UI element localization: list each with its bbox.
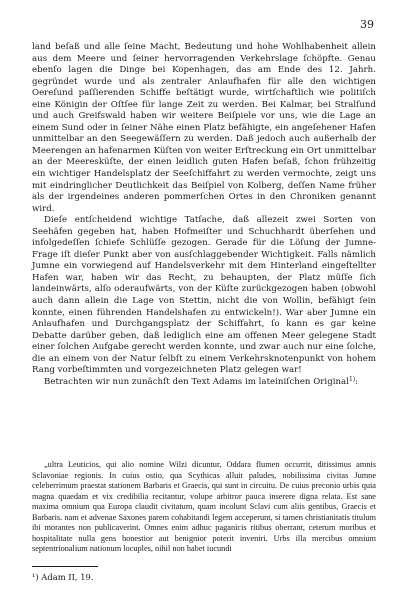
paragraph-3: Betrachten wir nun zunächſt den Text Adams im lateiniſchen Original$^{1)}$: (44, 375, 359, 387)
footnote: ¹) Adam II, 19. (32, 572, 94, 582)
paragraph-3-text: Betrachten wir nun zunächſt den Text Adams im lateiniſchen Original (44, 376, 349, 387)
latin-quotation: „ultra Leuticios, qui alio nomine Wilzi dicuntur, Oddara flumen occurrit, ditissimus amnis Sclavoniae regionis. In cuius ostio, qua Scythicas alluit paludes, nobilissima civitas Jumne celeberrimum praestat stationem Barbaris et Graecis, qui sunt in circuitu. De cuius preconio urbis quia magna quaedam et vix credibilia recitantur, volupe arbitror pauca inserere digna relata. Est sane maxima omnium qua Europa claudit civitatum, quam incolunt Sclavi cum aliis gentibus, Graecis et Barbaris. nam et advenae Saxones parem cohabitandi legem acceperunt, si tamen christianitatis titulum ibi morantes non publicaverint. Omnes enim adhuc paganicis ritibus oberrant, ceterum moribus et hospitalitate nulla gens honestior aut benignior poterit inveniri. Urbs illa mercibus omnium septentrionalium nationum locuples, nihil non habet iucundi (32, 460, 376, 554)
footnote-reference: 1) (348, 375, 356, 383)
paragraph-1: land beſaß und alle ſeine Macht, Bedeutung und hohe Wohlhabenheit allein aus dem Meere und ſeiner hervorragenden Verkehrslage ſchöpfte. Genau ebenſo lagen die Dinge bei Kopenhagen, das am Ende des 12. Jahrh. gegründet wurde und als zentraler Anlaufhafen für alle den wichtigen Oereſund paſſierenden Schiffe beſtätigt wurde, wirtſchaftlich wie politiſch eine Königin der Oſtſee für lange Zeit zu werden. Bei Kalmar, bei Stralſund und auch Greifswald haben wir weitere Beiſpiele vor uns, wie die Lage an einem Sund oder in ſeiner Nähe einen Platz befähigte, ein angeſehener Hafen unmittelbar an den Seegewäſſern zu werden. Daß jedoch auch außerhalb der Meerengen an hafenarmen Küſten von weiter Erſtreckung ein Ort unmittelbar an der Meeresküſte, der einen leidlich guten Hafen beſaß, ſchon frühzeitig ein wichtiger Handelsplatz der Seeſchiffahrt zu werden vermochte, zeigt uns mit eindringlicher Deutlichkeit das Beiſpiel von Kolberg, deſſen Name früher als der irgendeines anderen pommerſchen Ortes in den Chroniken genannt wird. (32, 42, 376, 214)
body-text (32, 42, 376, 388)
paragraph-2: Dieſe entſcheidend wichtige Tatſache, daß allezeit zwei Sorten von Seehäfen gegeben hat, haben Hofmeiſter und Schuchhardt überſehen und infolgedeſſen ſchiefe Schlüſſe gezogen. Gerade für die Löſung der Jumne-Frage iſt dieſer Punkt aber von ausſchlaggebender Wichtigkeit. Falls nämlich Jumne ein vorwiegend auf Handelsverkehr mit dem Hinterland eingeſtellter Hafen war, haben wir das Recht, zu behaupten, der Platz müſſe ſich landeinwärts, alſo oderaufwärts, von der Küſte zurückgezogen haben (obwohl auch dann allein die Lage von Stettin, nicht die von Wollin, befähigt ſein konnte, einen führenden Handelshafen zu entwickeln!). War aber Jumne ein Anlaufhafen und Durchgangsplatz der Schiffahrt, ſo kann es gar keine Debatte darüber geben, daß lediglich eine am offenen Meer gelegene Stadt einer ſolchen Aufgabe gerecht werden konnte, und zwar auch nur eine ſolche, die an einem von der Natur ſelbſt zu einem Verkehrsknotenpunkt von hohem Rang vorbeſtimmten und vorgezeichneten Platz gelegen war! (32, 215, 376, 376)
footnote-divider (32, 566, 98, 567)
page-number: 39 (360, 18, 374, 31)
